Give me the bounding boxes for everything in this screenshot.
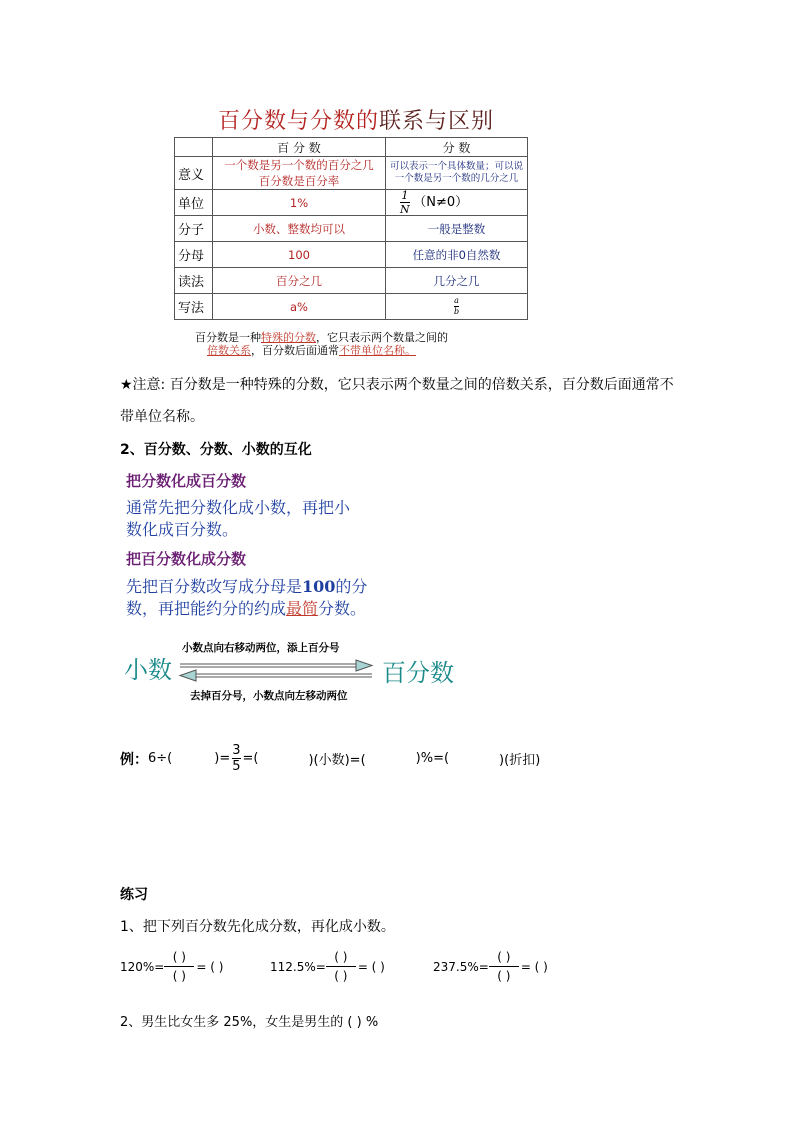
star-note-line-2: 带单位名称。 — [120, 409, 204, 425]
blank-fraction: $\frac{( )}{( )}$ — [326, 950, 356, 983]
cell-fraction — [386, 190, 528, 216]
row-label: 单位 — [175, 190, 213, 216]
diagram-top-label: 小数点向右移动两位，添上百分号 — [182, 642, 340, 654]
table-row — [175, 190, 528, 216]
example-label: 例： — [120, 751, 148, 768]
example-fraction: $\frac{3}{5}$ — [232, 743, 241, 774]
right-arrow — [180, 660, 372, 671]
left-arrow — [180, 670, 372, 681]
practice-question-1: 1、把下列百分数先化成分数，再化成小数。 — [120, 919, 395, 935]
under-note-line-2: 倍数关系，百分数后面通常不带单位名称。 — [207, 344, 416, 357]
page-title — [218, 104, 494, 135]
conv-heading-1: 把分数化成百分数 — [126, 472, 247, 490]
cell-text: 一个数是另一个数的几分之几 — [394, 173, 519, 184]
cell-percent — [213, 157, 386, 190]
table-row — [175, 268, 528, 294]
practice-heading: 练习 — [120, 887, 148, 903]
example-line: 例： 6÷( )= $\frac{3}{5}$ =( )(小数)=( )%=( )(折扣) — [120, 743, 541, 774]
diagram-right-label: 百分数 — [382, 659, 454, 687]
row-label: 读法 — [175, 268, 213, 294]
cell-percent: 100 — [213, 242, 386, 268]
table-row — [175, 294, 528, 320]
practice-item: 120%= $\frac{( )}{( )}$ = ( ) — [120, 950, 224, 983]
row-label: 分子 — [175, 216, 213, 242]
fraction-a-over-b: $\frac{a}{b}$ — [453, 296, 460, 316]
cell-percent: 1% — [213, 190, 386, 216]
fraction-condition: （N≠0） — [413, 195, 469, 210]
cell-percent: a% — [213, 294, 386, 320]
conv-paragraph-2: 先把百分数改写成分母是100的分 数，再把能约分的约成最简分数。 — [126, 577, 368, 618]
blank-fraction: $\frac{( )}{( )}$ — [164, 950, 194, 983]
cell-text: 一个数是另一个数的百分之几 — [224, 158, 374, 172]
cell-fraction — [386, 294, 528, 320]
cell-fraction — [386, 157, 528, 190]
cell-text: 百分数是百分率 — [258, 174, 340, 188]
double-arrow-diagram — [176, 656, 376, 684]
cell-percent: 百分之几 — [213, 268, 386, 294]
conv-heading-2: 把百分数化成分数 — [126, 550, 247, 568]
star-note-line-1: ★注意: 百分数是一种特殊的分数，它只表示两个数量之间的倍数关系，百分数后面通常不 — [120, 377, 674, 393]
section-2-heading: 2、百分数、分数、小数的互化 — [120, 442, 312, 458]
header-fraction: 分 数 — [386, 138, 528, 157]
header-percent: 百 分 数 — [213, 138, 386, 157]
row-label: 意义 — [175, 157, 213, 190]
table-header-row — [175, 138, 528, 157]
table-row — [175, 157, 528, 190]
cell-fraction: 任意的非0自然数 — [386, 242, 528, 268]
diagram-left-label: 小数 — [124, 656, 172, 684]
practice-item: 112.5%= $\frac{( )}{( )}$ = ( ) — [270, 950, 385, 983]
title-part-2: 联系与区别 — [379, 109, 495, 134]
table-row — [175, 242, 528, 268]
diagram-bottom-label: 去掉百分号，小数点向左移动两位 — [190, 690, 348, 702]
row-label: 写法 — [175, 294, 213, 320]
practice-item: 237.5%= $\frac{( )}{( )}$ = ( ) — [433, 950, 548, 983]
under-note-line-1: 百分数是一种特殊的分数，它只表示两个数量之间的 — [195, 331, 448, 344]
title-part-1: 百分数与分数的 — [218, 109, 380, 134]
cell-fraction: 一般是整数 — [386, 216, 528, 242]
blank-fraction: $\frac{( )}{( )}$ — [489, 950, 519, 983]
cell-fraction: 几分之几 — [386, 268, 528, 294]
row-label: 分母 — [175, 242, 213, 268]
fraction-1-over-n: $\frac{1}{N}$ — [400, 189, 410, 216]
cell-percent: 小数、整数均可以 — [213, 216, 386, 242]
practice-question-2: 2、男生比女生多 25%，女生是男生的 ( ) % — [120, 1015, 379, 1030]
conv-paragraph-1: 通常先把分数化成小数，再把小 数化成百分数。 — [126, 498, 351, 539]
comparison-table — [174, 137, 528, 320]
cell-text: 可以表示一个具体数量；可以说 — [389, 161, 523, 172]
table-row — [175, 216, 528, 242]
